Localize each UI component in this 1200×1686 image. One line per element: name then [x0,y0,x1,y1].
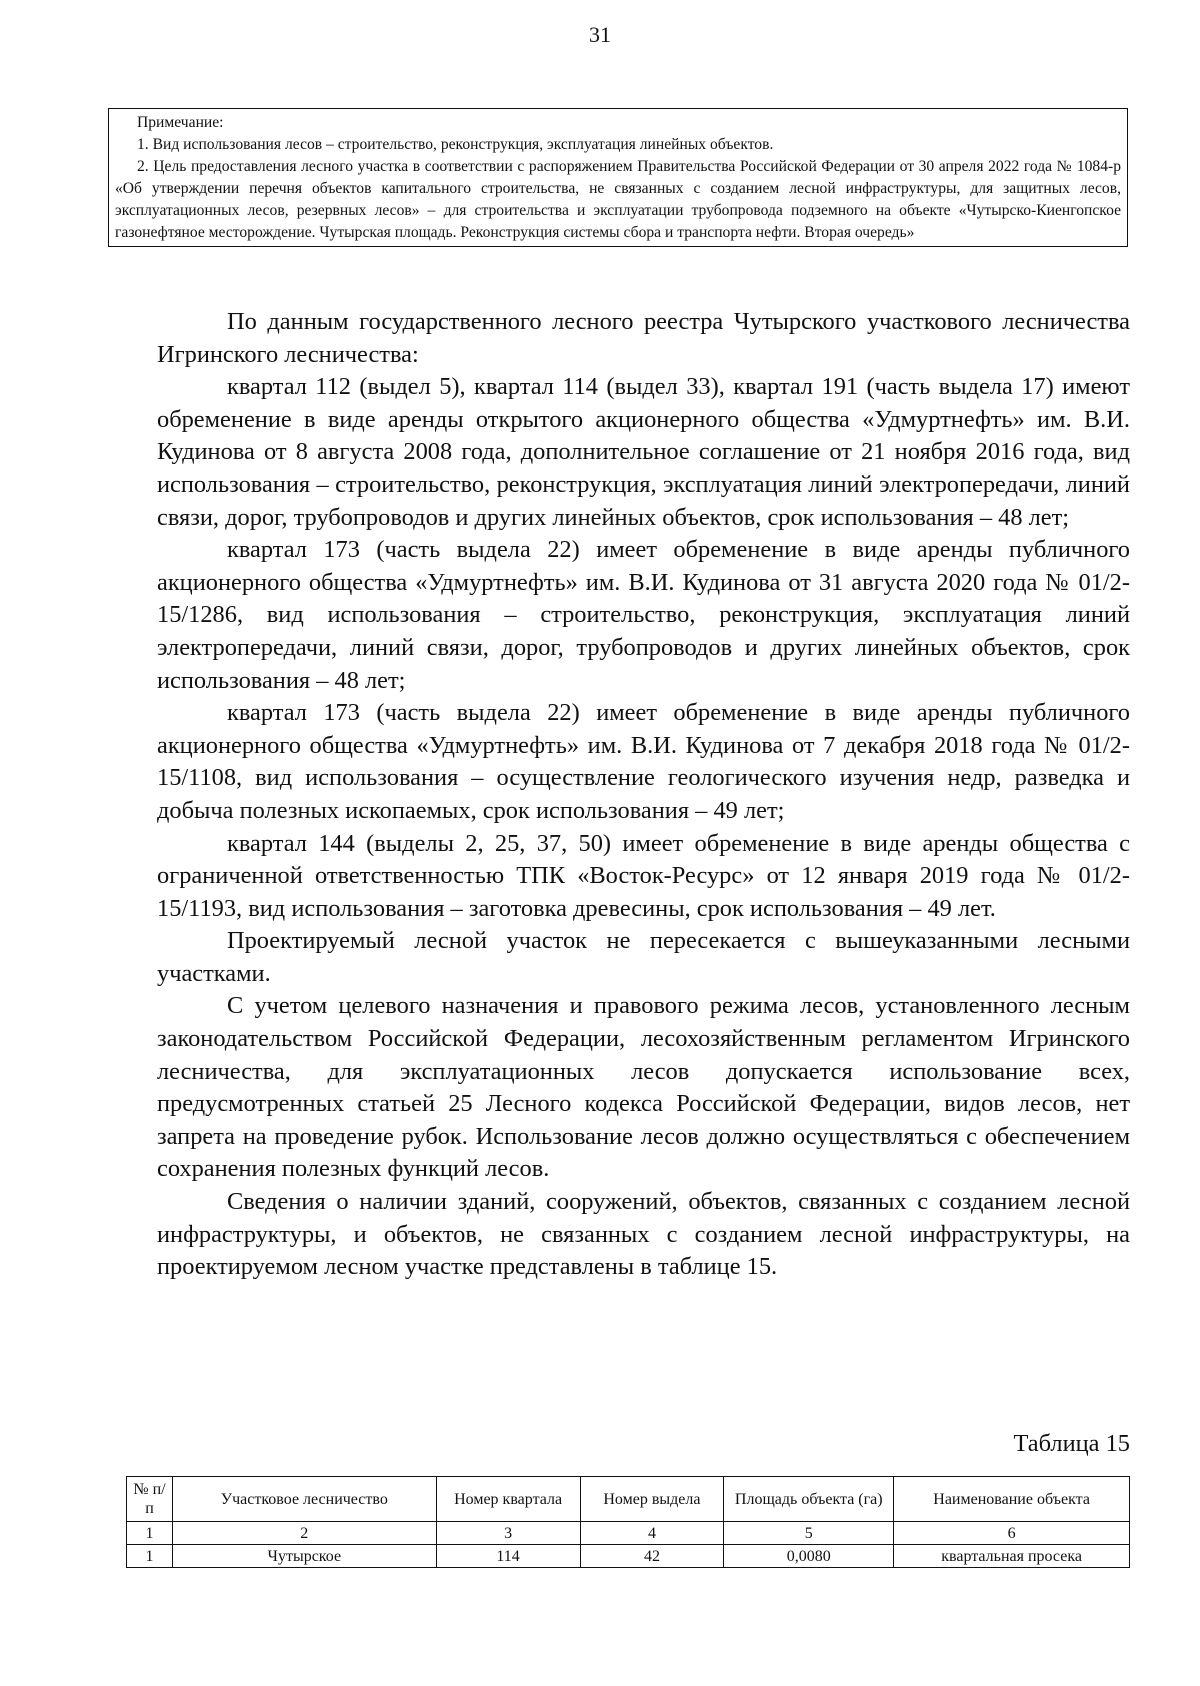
paragraph-table-reference: Сведения о наличии зданий, сооружений, объектов, связанных с созданием лесной инфраструктуры, и объектов, не связанных с созданием лесной инфраструктуры, на проектируемом лесном участке представлены в таблице 15. [157,1188,1130,1281]
table-column-number: 3 [436,1522,580,1545]
table-cell: 1 [127,1545,173,1568]
table-column-number-row [127,1522,1130,1545]
paragraph-encumbrance-4: квартал 144 (выделы 2, 25, 37, 50) имеет обременение в виде аренды общества с ограниченной ответственностью ТПК «Восток-Ресурс» от 12 января 2019 года № 01/2-15/1193, вид использования – заготовка древесины, срок использования – 49 лет. [157,829,1130,922]
table-column-number: 2 [172,1522,436,1545]
table-column-number: 6 [894,1522,1130,1545]
table-header-cell: Наименование объекта [894,1477,1130,1522]
table-column-number: 5 [724,1522,894,1545]
table-caption: Таблица 15 [1013,1430,1130,1457]
note-item-2: 2. Цель предоставления лесного участка в соответствии с распоряжением Правительства Российской Федерации от 30 апреля 2022 года № 1084-р «Об утверждении перечня объектов капитального строительства, не связанных с созданием лесной инфраструктуры, для защитных лесов, эксплуатационных лесов, резервных лесов» – для строительства и эксплуатации трубопровода подземного на объекте «Чутырско-Киенгопское газонефтяное месторождение. Чутырская площадь. Реконструкция системы сбора и транспорта нефти. Вторая очередь» [115,158,1121,241]
table-header-cell: Номер квартала [436,1477,580,1522]
objects-table [126,1476,1130,1568]
table-header-cell: № п/п [127,1477,173,1522]
table-row [127,1545,1130,1568]
paragraph-registry-intro: По данным государственного лесного реестра Чутырского участкового лесничества Игринского лесничества: [157,308,1130,368]
table-column-number: 4 [580,1522,724,1545]
note-title: Примечание: [137,114,224,131]
main-text [157,306,1130,1284]
paragraph-encumbrance-3: квартал 173 (часть выдела 22) имеет обременение в виде аренды публичного акционерного общества «Удмуртнефть» им. В.И. Кудинова от 7 декабря 2018 года № 01/2-15/1108, вид использования – осуществление геологического изучения недр, разведка и добыча полезных ископаемых, срок использования – 49 лет; [157,699,1130,824]
paragraph-encumbrance-1: квартал 112 (выдел 5), квартал 114 (выдел 33), квартал 191 (часть выдела 17) имеют обременение в виде аренды открытого акционерного общества «Удмуртнефть» им. В.И. Кудинова от 8 августа 2008 года, дополнительное соглашение от 21 ноября 2016 года, вид использования – строительство, реконструкция, эксплуатация линий электропередачи, линий связи, дорог, трубопроводов и других линейных объектов, срок использования – 48 лет; [157,373,1130,531]
paragraph-legal-regime: С учетом целевого назначения и правового режима лесов, установленного лесным законодательством Российской Федерации, лесохозяйственным регламентом Игринского лесничества, для эксплуатационных лесов допускается использование всех, предусмотренных статьей 25 Лесного кодекса Российской Федерации, видов лесов, нет запрета на проведение рубок. Использование лесов должно осуществляться с обеспечением сохранения полезных функций лесов. [157,992,1130,1183]
table-header-row [127,1477,1130,1522]
page-number: 31 [589,22,611,47]
table-cell: Чутырское [172,1545,436,1568]
table-header-cell: Площадь объекта (га) [724,1477,894,1522]
note-item-1: 1. Вид использования лесов – строительство, реконструкция, эксплуатация линейных объектов. [137,136,774,153]
table-cell: 42 [580,1545,724,1568]
table-header-cell: Номер выдела [580,1477,724,1522]
paragraph-encumbrance-2: квартал 173 (часть выдела 22) имеет обременение в виде аренды публичного акционерного общества «Удмуртнефть» им. В.И. Кудинова от 31 августа 2020 года № 01/2-15/1286, вид использования – строительство, реконструкция, эксплуатация линий электропередачи, линий связи, дорог, трубопроводов и других линейных объектов, срок использования – 48 лет; [157,536,1130,694]
table-header-cell: Участковое лесничество [172,1477,436,1522]
table-cell: квартальная просека [894,1545,1130,1568]
table-column-number: 1 [127,1522,173,1545]
table-cell: 114 [436,1545,580,1568]
table-cell: 0,0080 [724,1545,894,1568]
paragraph-no-intersection: Проектируемый лесной участок не пересекается с вышеуказанными лесными участками. [157,927,1130,987]
note-box [108,108,1128,247]
